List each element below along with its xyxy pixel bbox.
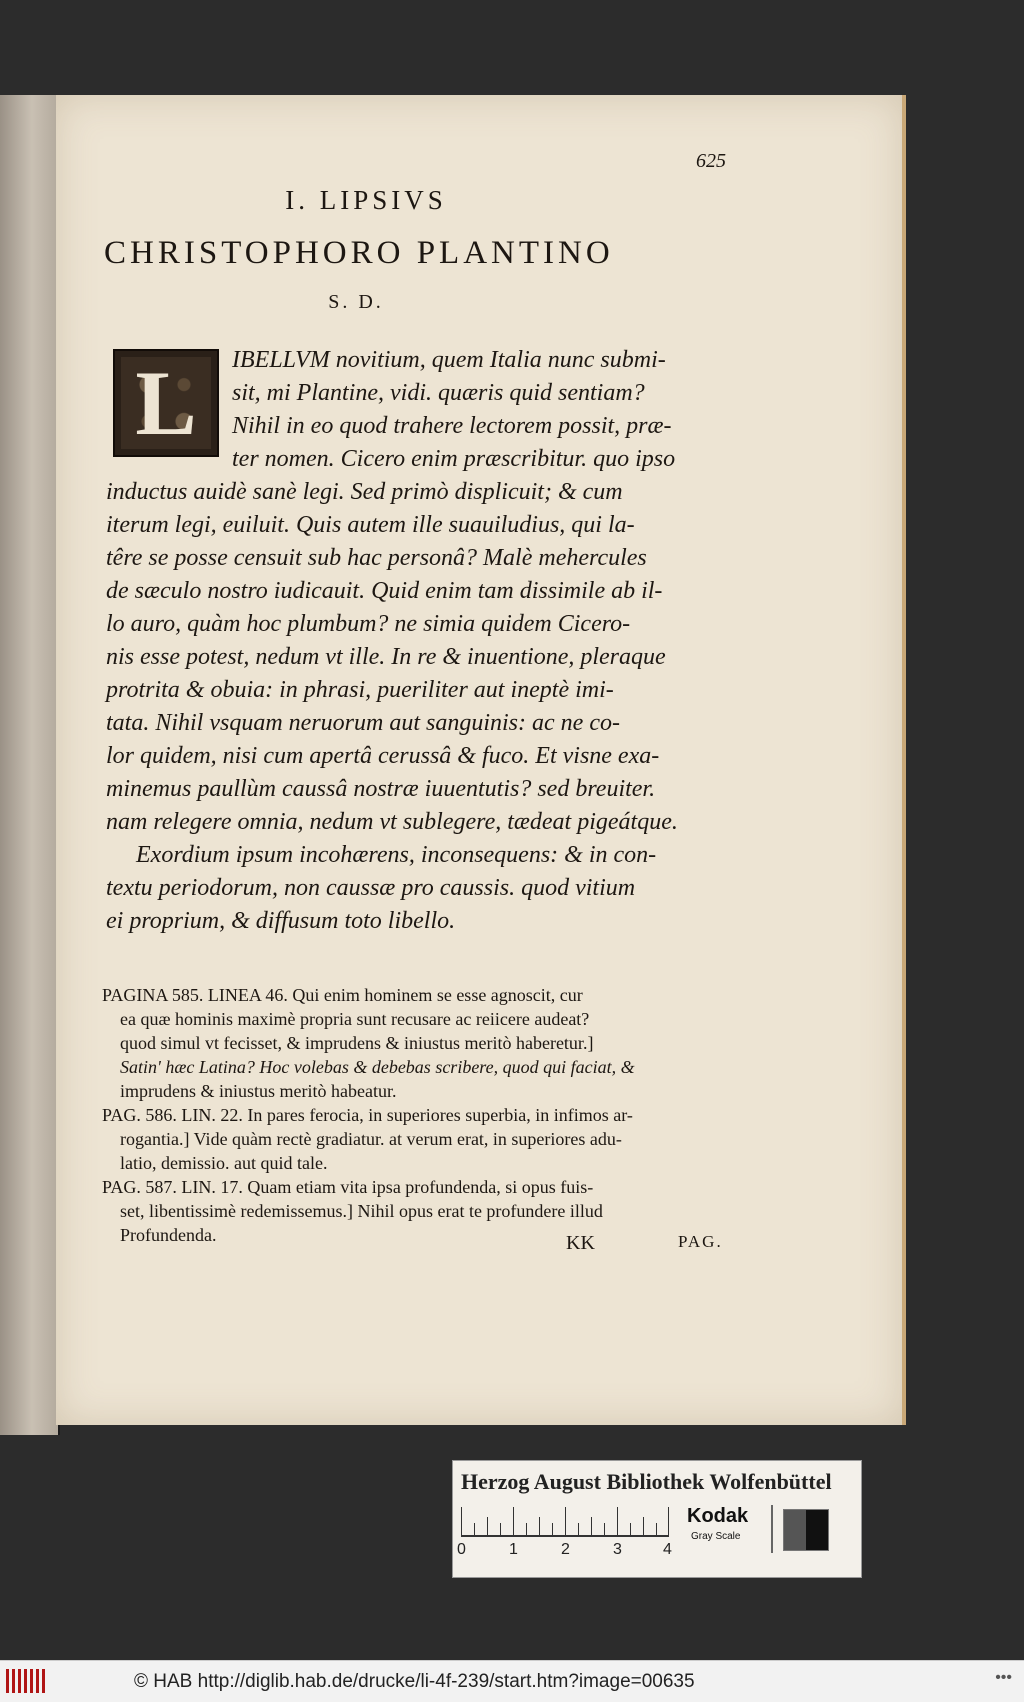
salutation: S. D.: [328, 291, 384, 313]
book-page: [56, 95, 906, 1425]
letter-line: sit, mi Plantine, vidi. quæris quid sentiam?: [232, 380, 645, 406]
ornamental-initial: [113, 349, 219, 457]
library-name: Herzog August Bibliothek Wolfenbüttel: [461, 1469, 832, 1494]
scale-number: 1: [509, 1541, 518, 1558]
scale-tick: [604, 1523, 605, 1535]
scale-tick: [474, 1523, 475, 1535]
note-line: rogantia.] Vide quàm rectè gradiatur. at verum erat, in superiores adu-: [120, 1129, 622, 1149]
note-line: PAGINA 585. LINEA 46. Qui enim hominem se esse agnoscit, cur: [102, 985, 583, 1005]
kodak-logo: Kodak: [687, 1505, 749, 1527]
scale-number: 2: [561, 1541, 570, 1558]
scale-tick: [578, 1523, 579, 1535]
scale-tick: [513, 1507, 514, 1535]
ruler-scale: [461, 1505, 669, 1537]
note-line: Profundenda.: [120, 1225, 217, 1245]
initial-letter: L: [135, 352, 197, 454]
letter-line: lor quidem, nisi cum apertâ cerussâ & fuco. Et visne exa-: [106, 743, 660, 769]
letter-line: protrita & obuia: in phrasi, pueriliter aut ineptè imi-: [106, 677, 614, 703]
scale-tick: [526, 1523, 527, 1535]
scale-number: 0: [457, 1541, 466, 1558]
letter-line: iterum legi, euiluit. Quis autem ille suauiludius, qui la-: [106, 512, 635, 538]
letter-line: Nihil in eo quod trahere lectorem possit, præ-: [232, 413, 672, 439]
heading-author: I. LIPSIVS: [285, 185, 447, 215]
letter-line: IBELLVM novitium, quem Italia nunc submi-: [232, 347, 666, 373]
page-number: 625: [696, 150, 726, 172]
color-reference-card: [452, 1460, 862, 1578]
scale-tick: [656, 1523, 657, 1535]
scale-tick: [630, 1523, 631, 1535]
note-line: latio, demissio. aut quid tale.: [120, 1153, 328, 1173]
note-line: set, libentissimè redemissemus.] Nihil opus erat te profundere illud: [120, 1201, 603, 1221]
letter-line: minemus paullùm caussâ nostræ iuuentutis? sed breuiter.: [106, 776, 656, 802]
scale-tick: [643, 1517, 644, 1535]
citation-link[interactable]: © HAB http://diglib.hab.de/drucke/li-4f-239/start.htm?image=00635: [134, 1671, 695, 1692]
letter-line: textu periodorum, non caussæ pro caussis. quod vitium: [106, 875, 636, 901]
scale-tick: [617, 1507, 618, 1535]
catchword: PAG.: [678, 1232, 723, 1251]
note-line: quod simul vt fecisset, & imprudens & iniustus meritò haberetur.]: [120, 1033, 594, 1053]
scale-tick: [565, 1507, 566, 1535]
letter-line: têre se posse censuit sub hac personâ? Malè mehercules: [106, 545, 647, 571]
letter-line: ei proprium, & diffusum toto libello.: [106, 908, 456, 934]
scale-tick: [500, 1523, 501, 1535]
letter-line: ter nomen. Cicero enim præscribitur. quo ipso: [232, 446, 676, 472]
letter-line: lo auro, quàm hoc plumbum? ne simia quidem Cicero-: [106, 611, 631, 637]
scale-tick: [552, 1523, 553, 1535]
note-line: ea quæ hominis maximè propria sunt recusare ac reiicere audeat?: [120, 1009, 590, 1029]
scale-tick: [539, 1517, 540, 1535]
scale-number: 3: [613, 1541, 622, 1558]
hab-logo-icon: [6, 1669, 46, 1693]
footer-bar: [0, 1660, 1024, 1702]
gray-scale-label: Gray Scale: [691, 1531, 741, 1542]
note-line: PAG. 587. LIN. 17. Quam etiam vita ipsa profundenda, si opus fuis-: [102, 1177, 594, 1197]
letter-line: de sæculo nostro iudicauit. Quid enim tam dissimile ab il-: [106, 578, 663, 604]
scale-tick: [668, 1507, 669, 1535]
note-line: imprudens & iniustus meritò habeatur.: [120, 1081, 397, 1101]
letter-line: Exordium ipsum incohærens, inconsequens: & in con-: [136, 842, 657, 868]
scale-tick: [487, 1517, 488, 1535]
facing-page-edge: [0, 95, 60, 1435]
letter-line: nam relegere omnia, nedum vt sublegere, tædeat pigeátque.: [106, 809, 678, 835]
heading-recipient: CHRISTOPHORO PLANTINO: [104, 235, 614, 271]
gray-patch: [783, 1509, 829, 1551]
letter-line: nis esse potest, nedum vt ille. In re & inuentione, pleraque: [106, 644, 666, 670]
signature-mark: KK: [566, 1232, 595, 1254]
scale-tick: [591, 1517, 592, 1535]
scale-tick: [461, 1507, 462, 1535]
note-line: PAG. 586. LIN. 22. In pares ferocia, in superiores superbia, in infimos ar-: [102, 1105, 633, 1125]
letter-line: inductus auidè sanè legi. Sed primò displicuit; & cum: [106, 479, 623, 505]
scale-number: 4: [663, 1541, 672, 1558]
note-line: Satin' hæc Latina? Hoc volebas & debebas scribere, quod qui faciat, &: [120, 1057, 635, 1077]
more-icon[interactable]: •••: [995, 1669, 1012, 1686]
letter-line: tata. Nihil vsquam neruorum aut sanguinis: ac ne co-: [106, 710, 620, 736]
card-divider: [771, 1505, 773, 1553]
